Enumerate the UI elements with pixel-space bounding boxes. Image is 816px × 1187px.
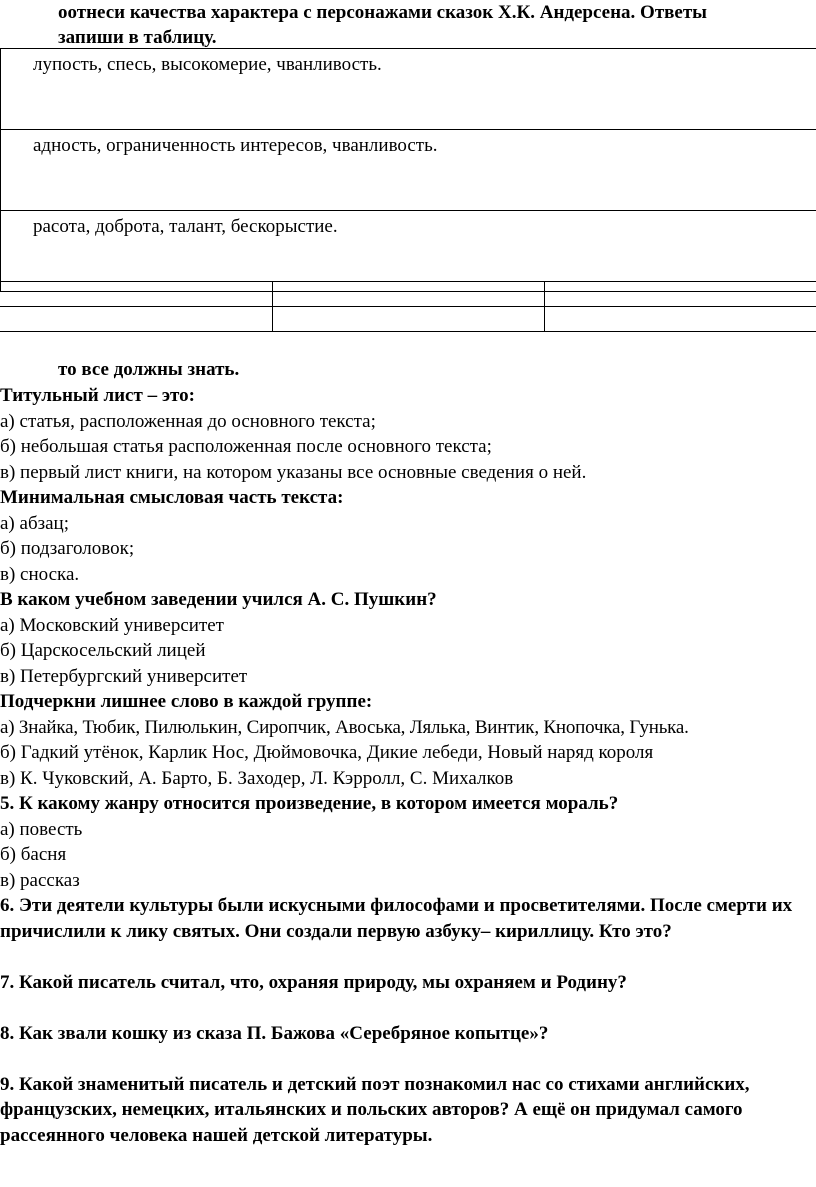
table-row: [1, 130, 816, 211]
option: а) статья, расположенная до основного текста;: [0, 410, 376, 432]
answer-cell[interactable]: [544, 307, 816, 332]
option: б) Гадкий утёнок, Карлик Нос, Дюймовочка, Дикие лебеди, Новый наряд короля: [0, 742, 654, 763]
quality-cell-2: адность, ограниченность интересов, чванливость.: [1, 130, 816, 211]
option: б) подзаголовок;: [0, 538, 135, 559]
quality-cell-3: расота, доброта, талант, бескорыстие.: [1, 211, 816, 292]
answer-cell[interactable]: [0, 307, 272, 332]
question-8: 8. Как звали кошку из сказа П. Бажова «Серебряное копытце»?: [0, 1022, 549, 1044]
task-title: [58, 0, 808, 50]
answer-cell[interactable]: [272, 307, 544, 332]
quiz-content: [0, 383, 816, 1148]
answer-cell[interactable]: [0, 282, 272, 307]
table-row: [1, 211, 816, 292]
answer-table: [0, 281, 816, 332]
option: в) Петербургский университет: [0, 665, 248, 687]
question-2: Минимальная смысловая часть текста:: [0, 487, 344, 508]
task-title-line-1: оотнеси качества характера с персонажами сказок Х.К. Андерсена. Ответы: [58, 2, 708, 23]
table-row: [0, 307, 816, 332]
option: в) рассказ: [0, 869, 80, 891]
table-row: [1, 49, 816, 130]
option: в) К. Чуковский, А. Барто, Б. Заходер, Л. Кэрролл, С. Михалков: [0, 767, 514, 789]
option: в) первый лист книги, на котором указаны все основные сведения о ней.: [0, 461, 587, 483]
question-1: Титульный лист – это:: [0, 385, 195, 406]
question-4: Подчеркни лишнее слово в каждой группе:: [0, 691, 373, 712]
question-6: 6. Эти деятели культуры были искусными философами и просветителями. После смерти их причислили к лику святых. Они создали первую азбуку– кириллицу. Кто это?: [0, 895, 793, 942]
option: а) абзац;: [0, 512, 69, 534]
question-3: В каком учебном заведении учился А. С. Пушкин?: [0, 589, 437, 610]
option: а) Знайка, Тюбик, Пилюлькин, Сиропчик, Авоська, Лялька, Винтик, Кнопочка, Гунька.: [0, 716, 689, 738]
qualities-table: [0, 48, 816, 292]
quality-cell-1: лупость, спесь, высокомерие, чванливость.: [1, 49, 816, 130]
option: б) Царскосельский лицей: [0, 640, 206, 661]
question-9: 9. Какой знаменитый писатель и детский поэт познакомил нас со стихами английских, французских, немецких, итальянских и польских авторов? А ещё он придумал самого рассеянного человека нашей детской литературы.: [0, 1073, 750, 1146]
table-row: [0, 282, 816, 307]
question-5: 5. К какому жанру относится произведение, в котором имеется мораль?: [0, 793, 619, 814]
option: а) повесть: [0, 818, 83, 840]
answer-space: [0, 1046, 816, 1072]
answer-space: [0, 995, 816, 1021]
option: б) небольшая статья расположенная после основного текста;: [0, 436, 492, 457]
answer-cell[interactable]: [272, 282, 544, 307]
answer-space: [0, 944, 816, 970]
option: в) сноска.: [0, 563, 80, 585]
answer-cell[interactable]: [544, 282, 816, 307]
question-7: 7. Какой писатель считал, что, охраняя природу, мы охраняем и Родину?: [0, 971, 627, 993]
option: б) басня: [0, 844, 67, 865]
task-title-line-2: запиши в таблицу.: [58, 27, 217, 48]
section-title: то все должны знать.: [58, 359, 240, 380]
option: а) Московский университет: [0, 614, 224, 636]
